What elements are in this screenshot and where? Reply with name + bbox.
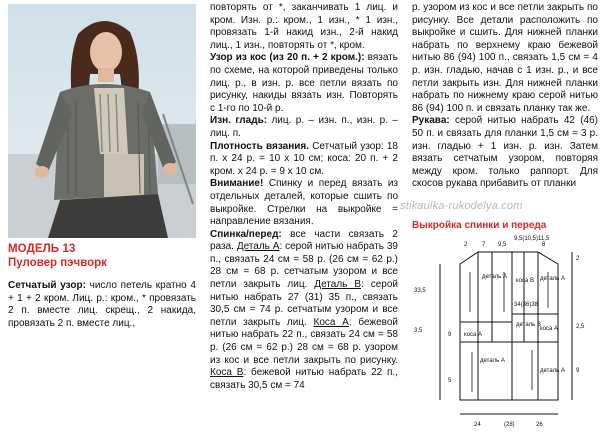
density-paragraph [210, 141, 398, 179]
sleeves-heading: Рукава: [412, 115, 450, 127]
dim-right-2: 9 [576, 368, 580, 374]
part-a-bottom: деталь А [480, 358, 505, 364]
watermark: stikaulka-rukodelya.com [400, 200, 523, 212]
dim-top-4: 8 [542, 242, 546, 248]
cable-text: вязать по схеме, на которой приведены только лиц. р., в изн. р. все петли вязать по рисунку, накиды вязать изн. Повторять с 1-го по 10-й р. [210, 52, 398, 114]
dim-top-0: 2 [464, 242, 468, 248]
density-text: Сетчатый узор: 18 п. х 24 р. = 10 х 10 см; коса: 20 п. + 2 кром. х 24 р. = 9 х 10 см. [210, 140, 398, 177]
part-a-label: Деталь А [236, 241, 280, 253]
dim-right-0: 2 [576, 256, 580, 262]
dim-right-1: 2,5 [576, 324, 585, 330]
attention-text: Спинку и перед вязать из отдельных деталей, которые сшить по выкройке. Стрелки на выкройке = направление вязания. [210, 178, 398, 228]
back-text-4: : бежевой нитью набрать 22 п., связать 24 см = 58 р. (26 см = 62 р.) 28 см = 68 р. узором из кос и все петли закрыть по рисунку. [210, 316, 398, 366]
label-ras: 34(36)38 [514, 302, 539, 308]
attention-heading: Внимание! [210, 178, 264, 190]
pattern-heading: Сетчатый узор: [8, 280, 86, 291]
dim-top-1: 7 [482, 242, 486, 248]
stockinette-paragraph [210, 115, 398, 140]
back-text-2: : серой нитью набрать 39 п., связать 24 см = 58 р. (26 см = 62 р.) 28 см = 68 р. сетчатым узором и все петли закрыть лиц. [210, 241, 398, 291]
model-title: МОДЕЛЬ 13 [8, 243, 76, 255]
pattern-paragraph [8, 280, 196, 330]
part-a-bottom-right: деталь А [540, 368, 565, 374]
pattern-diagram [412, 232, 598, 432]
cable-a-label: Коса А [313, 316, 349, 328]
dim-left-bottom: 5 [448, 378, 452, 384]
assembly-paragraph: р. узором из кос и все петли закрыть по рисунку. Все детали расположить по выкройке и сшить. Для нижней планки набрать по верхнему краю бежевой нитью 86 (94) 100 п., связать 1,5 см = 4 р. изн. гладью, начав с 1 изн. р., и все петли закрыть изн. Для нижней планки набрать по нижнему краю серой нитью 86 (94) 100 п. и связать планку так же. [412, 2, 598, 114]
pattern-continuation: повторять от *, заканчивать 1 лиц. и кром. Изн. р.: кром., 1 изн., * 1 изн., провязать 1-й накид изн., 2-й накид лиц., 1 изн., повторять от *, кром. [210, 2, 398, 51]
model-photo [8, 4, 196, 238]
stockinette-text: лиц. р. – изн. п., изн. р. – лиц. п. [210, 115, 398, 139]
attention-paragraph [210, 178, 398, 228]
cable-b-label: Коса В [210, 367, 244, 379]
part-b: деталь В [516, 322, 541, 328]
part-a-top-left: деталь А [482, 274, 507, 280]
cable-paragraph [210, 52, 398, 115]
column-1 [8, 280, 196, 330]
dim-top-2: 9,5 [498, 242, 507, 248]
model-subtitle: Пуловер пэчворк [8, 257, 107, 269]
cable-a-left: коса А [464, 332, 483, 338]
back-text-5: : бежевой нитью набрать 22 п., связать 30,5 см = 74 [210, 367, 398, 391]
stockinette-heading: Изн. гладь: [210, 115, 268, 127]
diagram-heading: Выкройка спинки и переда [412, 220, 547, 231]
dim-bottom-0: 24 [474, 422, 481, 428]
dim-left-mid: 3,5 [414, 328, 423, 334]
dim-bottom-2: 26 [536, 422, 543, 428]
column-3 [412, 2, 598, 191]
coca-b-top: коса В [516, 278, 535, 284]
back-paragraph [210, 229, 398, 393]
dim-top-3: 9,5(10,5)11,5 [514, 236, 550, 242]
dim-left-mid2: 9 [448, 332, 452, 338]
sleeves-paragraph [412, 115, 598, 191]
back-text-3: : серой нитью набрать 27 (31) 35 п., связать 30,5 см = 74 р. сетчатым узором и все петли закрыть лиц. [210, 279, 399, 328]
cable-heading: Узор из кос (из 20 п. + 2 кром.): [210, 52, 365, 64]
back-text-1: все части связать 2 раза. [210, 228, 398, 253]
density-heading: Плотность вязания. [210, 140, 310, 152]
dim-bottom-1: (28) [504, 422, 515, 428]
part-a-top-right: деталь А [540, 276, 565, 282]
cable-a-right: коса А [540, 326, 559, 332]
diagram-heading-wrap [412, 220, 598, 233]
back-heading: Спинка/перед: [210, 228, 282, 240]
pattern-text: число петель кратно 4 + 1 + 2 кром. Лиц. р.: кром., * провязать 2 п. вместе лиц. скрещ., 2 накида, провязать 2 п. вместе лиц., [8, 280, 196, 329]
sleeves-text: серой нитью набрать 42 (46) 50 п. и связать для планки 1,5 см = 3 р. изн. гладью + 1 изн. р. изн. Затем вязать сетчатым узором, повторяя между кром. только раппорт. Для скосов рукава прибавить от планки [412, 115, 598, 190]
part-b-label: Деталь В [314, 279, 361, 291]
column-2 [210, 2, 398, 392]
dim-left-top: 33,5 [414, 288, 426, 294]
